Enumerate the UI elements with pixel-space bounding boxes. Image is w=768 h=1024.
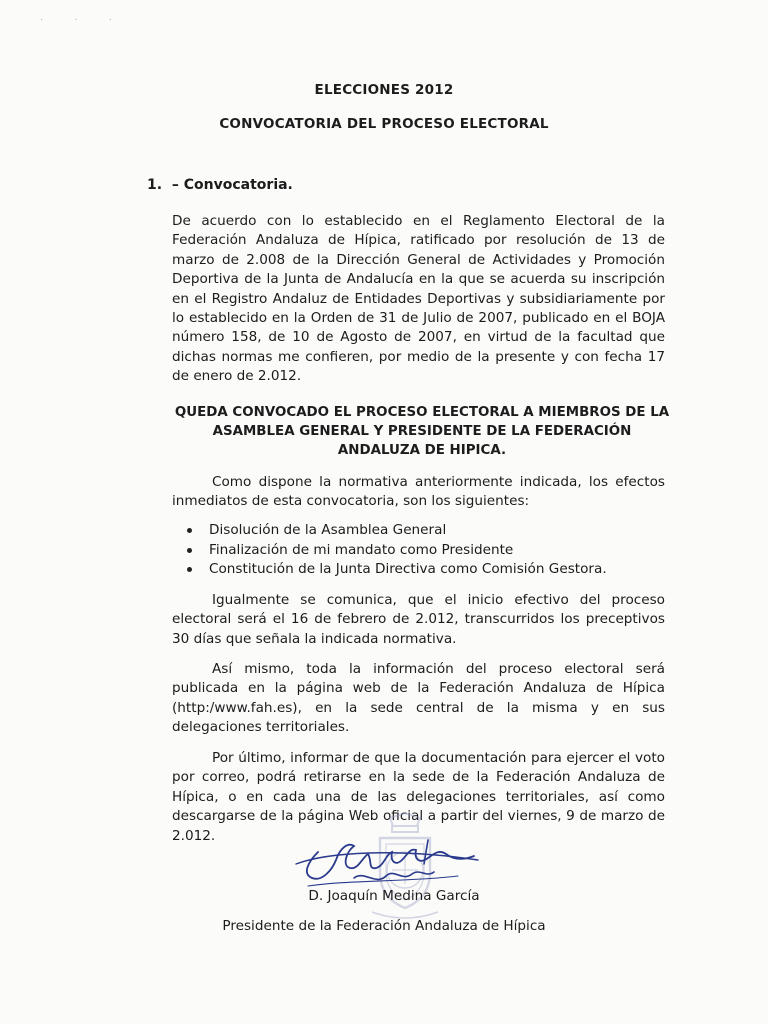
effect-text: Disolución de la Asamblea General <box>209 522 447 538</box>
vote-notice-paragraph: Por último, informar de que la documentación para ejercer el voto por correo, podrá retirarse en la sede de la Federación Andaluza de Hípica, o en cada una de las delegaciones territoriales, así como descargarse de la página Web oficial a partir del viernes, 9 de marzo de 2.012. <box>172 750 665 844</box>
effect-text: Constitución de la Junta Directiva como Comisión Gestora. <box>209 561 607 577</box>
intro-paragraph: De acuerdo con lo establecido en el Reglamento Electoral de la Federación Andaluza de Hípica, ratificado por resolución de 13 de marzo de 2.008 de la Dirección General de Actividades y Promoción Deportiva de la Junta de Andalucía en la que se acuerda su inscripción en el Registro Andaluz de Entidades Deportivas y subsidiariamente por lo establecido en la Orden de 31 de Julio de 2007, publicado en el BOJA número 158, de 10 de Agosto de 2007, en virtud de la facultad que dichas normas me confieren, por medio de la presente y con fecha 17 de enero de 2.012. <box>172 213 665 385</box>
scan-specks: · · · <box>40 15 126 26</box>
start-notice-paragraph: Igualmente se comunica, que el inicio efectivo del proceso electoral será el 16 de febrero de 2.012, transcurridos los preceptivos 30 días que señala la indicada normativa. <box>172 592 665 647</box>
list-item <box>187 560 667 580</box>
bullet-icon <box>187 548 192 553</box>
effects-intro-paragraph: Como dispone la normativa anteriormente indicada, los efectos inmediatos de esta convocatoria, son los siguientes: <box>172 474 665 510</box>
web-notice-paragraph: Así mismo, toda la información del proceso electoral será publicada en la página web de la Federación Andaluza de Hípica (http:/www.fah.es), en la sede central de la misma y en sus delegaciones territoriales. <box>172 661 665 736</box>
section-number: 1. <box>147 177 163 193</box>
section-label: – Convocatoria. <box>171 177 293 193</box>
effect-text: Finalización de mi mandato como Presidente <box>209 541 514 558</box>
document-title: ELECCIONES 2012 <box>314 82 454 98</box>
signer-name: D. Joaquín Medina García <box>308 888 480 904</box>
bullet-icon <box>187 528 192 533</box>
document-subtitle: CONVOCATORIA DEL PROCESO ELECTORAL <box>219 116 549 132</box>
section-heading <box>147 177 293 193</box>
handwritten-signature-icon <box>288 830 488 892</box>
signer-role: Presidente de la Federación Andaluza de Hípica <box>222 918 546 934</box>
effects-list <box>187 521 667 580</box>
bullet-icon <box>187 567 192 572</box>
announcement-heading: QUEDA CONVOCADO EL PROCESO ELECTORAL A MIEMBROS DE LA ASAMBLEA GENERAL Y PRESIDENTE DE LA FEDERACIÓN ANDALUZA DE HIPICA. <box>174 405 670 458</box>
list-item <box>187 521 667 541</box>
list-item <box>187 541 667 561</box>
